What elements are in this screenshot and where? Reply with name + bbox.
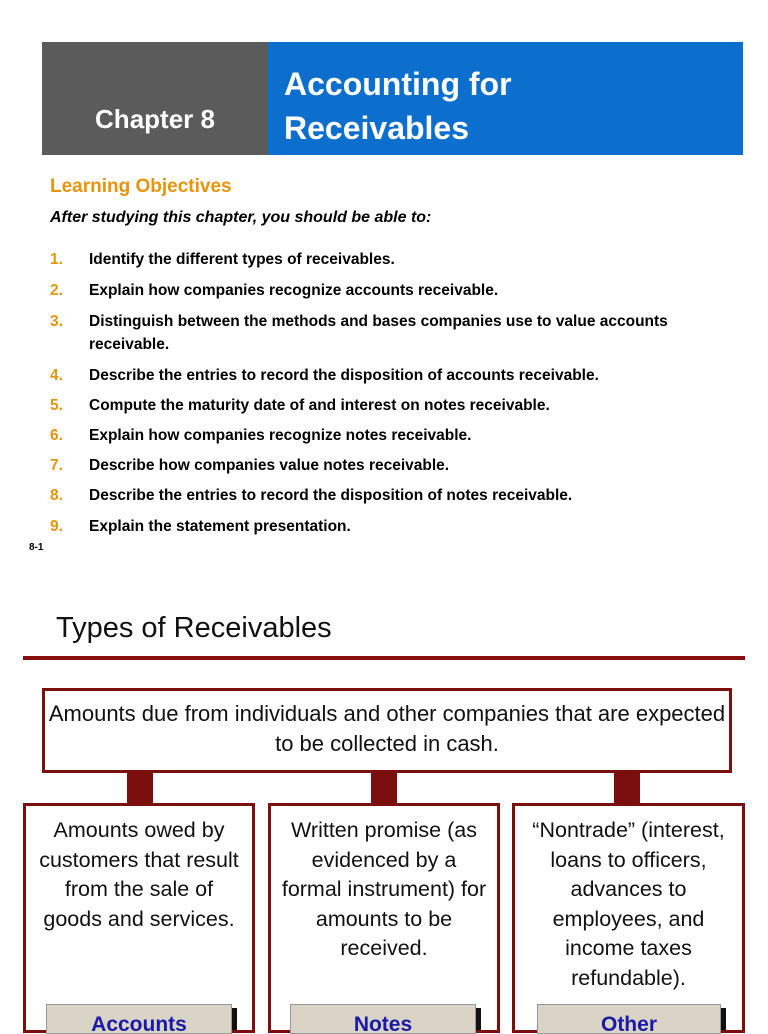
accounts-tag: Accounts [46,1004,232,1034]
objective-text: Describe the entries to record the disposition of notes receivable. [89,487,573,504]
title-divider [23,656,745,660]
objective-text: Explain the statement presentation. [89,518,351,535]
objective-number: 8. [50,487,63,504]
objective-text: Describe the entries to record the disposition of accounts receivable. [89,367,599,384]
definition-box: Amounts due from individuals and other companies that are expected to be collected in cash. [42,688,732,773]
objective-number: 5. [50,397,63,414]
objective-item [50,424,740,447]
objective-item [50,515,740,538]
chapter-header [42,42,268,155]
connector [371,773,397,805]
connector [127,773,153,805]
objective-number: 3. [50,313,63,330]
objective-text: Describe how companies value notes receivable. [89,457,450,474]
chapter-label: Chapter 8 [95,104,215,134]
notes-tag: Notes [290,1004,476,1034]
objective-item [50,279,740,302]
learning-objectives-intro: After studying this chapter, you should be able to: [50,209,432,226]
objective-item [50,248,740,271]
objective-text: Distinguish between the methods and bases companies use to value accounts receivable. [89,313,668,353]
objective-text: Explain how companies recognize accounts receivable. [89,282,499,299]
slide-number: 8-1 [29,542,44,553]
other-tag: Other [537,1004,721,1034]
objective-item [50,364,740,387]
other-description: “Nontrade” (interest, loans to officers, advances to employees, and income taxes refundable). [532,818,725,990]
objective-number: 7. [50,457,63,474]
notes-description: Written promise (as evidenced by a formal instrument) for amounts to be received. [281,818,487,960]
objective-item [50,394,740,417]
objectives-list [50,248,740,538]
objective-text: Explain how companies recognize notes receivable. [89,427,472,444]
objective-number: 1. [50,251,63,268]
types-title: Types of Receivables [56,612,332,644]
objective-number: 4. [50,367,63,384]
objective-item [50,310,740,356]
title-line-1: Accounting for [284,66,512,102]
connector [614,773,640,805]
objective-text: Identify the different types of receivables. [89,251,395,268]
accounts-box [23,803,255,1033]
objective-number: 2. [50,282,63,299]
other-box [512,803,745,1033]
objective-item [50,454,740,477]
objective-item [50,484,740,507]
objective-number: 9. [50,518,63,535]
objective-text: Compute the maturity date of and interest on notes receivable. [89,397,550,414]
chapter-title [284,62,512,150]
learning-objectives-heading: Learning Objectives [50,176,232,197]
title-header [268,42,743,155]
title-line-2: Receivables [284,110,470,146]
objective-number: 6. [50,427,63,444]
accounts-description: Amounts owed by customers that result from the sale of goods and services. [39,818,239,931]
notes-box [268,803,500,1033]
